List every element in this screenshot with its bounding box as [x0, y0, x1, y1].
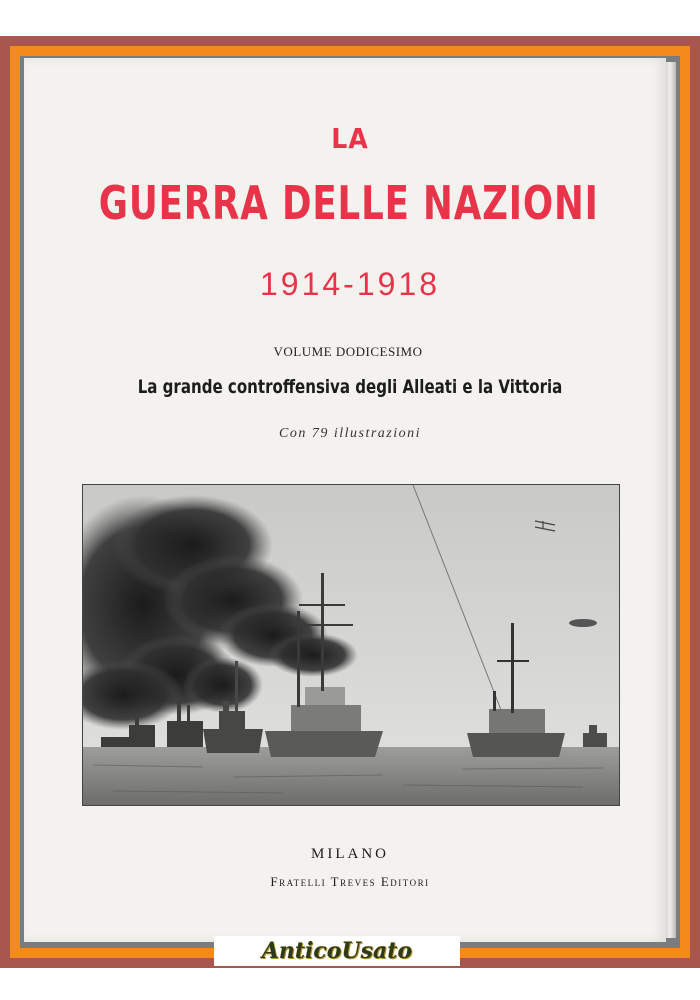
volume-label: VOLUME DODICESIMO: [273, 344, 423, 359]
book-title: GUERRA DELLE NAZIONI: [98, 176, 599, 230]
naval-illustration: [82, 484, 620, 806]
book-years: 1914-1918: [259, 266, 441, 302]
title-article: LA: [331, 122, 369, 155]
page-edge: [666, 62, 676, 938]
illustrations-count: Con 79 illustrazioni: [278, 426, 422, 441]
book-subtitle: La grande controffensiva degli Alleati e la Vittoria: [137, 376, 563, 398]
publication-city: MILANO: [311, 846, 389, 862]
watermark-logo: AnticoUsato: [214, 936, 460, 966]
publisher-name: Fratelli Treves Editori: [270, 874, 430, 889]
